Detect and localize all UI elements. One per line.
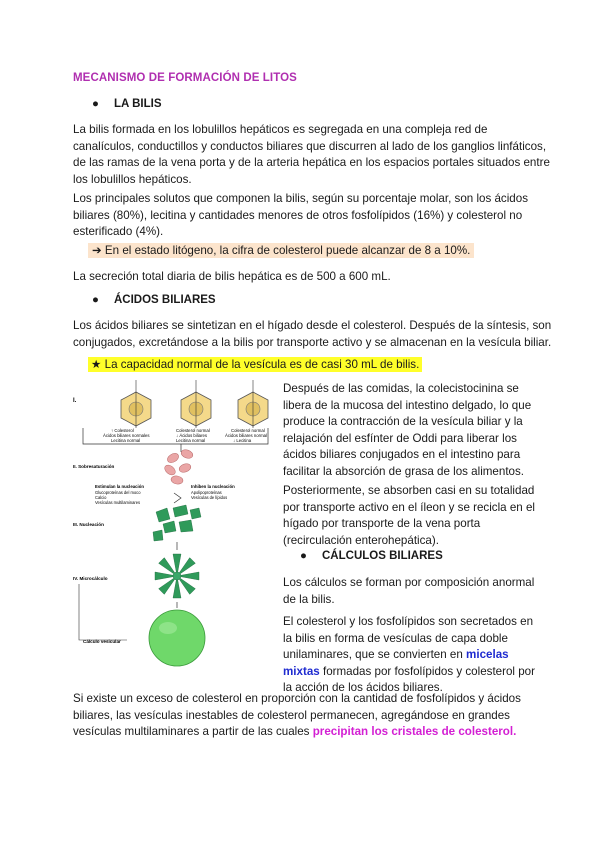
- heading-text: ÁCIDOS BILIARES: [114, 294, 216, 306]
- text-line: Los principales solutos que componen la bilis, según su porcentaje molar, son los ácidos: [73, 192, 528, 205]
- hex-label: ↓ Lecitina: [233, 438, 252, 443]
- hex-label: Ácidos biliares normales: [103, 433, 150, 438]
- text-line: relajación del esfínter de Oddi para liberar los: [283, 431, 517, 445]
- hex-label: Colesterol normal: [231, 428, 265, 433]
- text-line: Los ácidos biliares se sintetizan en el hígado desde el colesterol. Después de la síntesis, son: [73, 319, 552, 332]
- section-heading-acidos: [92, 294, 216, 306]
- arrow-icon: [174, 493, 181, 503]
- stage-2-label: II. Sobresaturación: [73, 464, 115, 469]
- text-line: produce la contracción de la vesícula biliar y la: [283, 415, 523, 428]
- paragraph-calculos-1: [283, 575, 553, 608]
- text-line: biliares (80%), lecitina y cantidades menores de otros fosfolípidos (16%) y colesterol no: [73, 208, 523, 222]
- hexagon-group: [121, 380, 268, 428]
- text-line: (recirculación enterohepática).: [283, 533, 439, 547]
- paragraph-acidos-1: [73, 318, 563, 351]
- hex-label: Ácidos biliares normal: [225, 433, 268, 438]
- text-line: El colesterol y los fosfolípidos son secretados en: [283, 615, 534, 628]
- text-line: Los cálculos se forman por composición anormal: [283, 576, 535, 589]
- paragraph-acidos-3: [283, 483, 553, 549]
- page-title: MECANISMO DE FORMACIÓN DE LITOS: [73, 72, 297, 84]
- text-line: [283, 647, 553, 664]
- bullet-icon: ●: [92, 294, 99, 306]
- hex-label: Colesterol normal: [176, 428, 210, 433]
- microlith-group: [155, 554, 199, 598]
- mixtas-highlight: mixtas: [283, 664, 320, 678]
- note-litogeno: [88, 243, 474, 257]
- nucleation-right-item: Vesículas de lípidos: [191, 495, 228, 500]
- text-line: Posteriormente, se absorben casi en su totalidad: [283, 484, 535, 497]
- gallstone-highlight: [159, 622, 177, 634]
- text-line: La secreción total diaria de bilis hepática es de 500 a 600 mL.: [73, 270, 391, 283]
- text-line: canalículos, conductillos y conductos biliares que discurren al lado de los ganglios linfáticos,: [73, 139, 547, 153]
- crystals-group: [153, 505, 201, 541]
- paragraph-bilis-2: [73, 191, 553, 241]
- nucleation-left-item: Glucoproteínas del moco: [95, 490, 141, 495]
- gallstone-formation-figure: [73, 380, 278, 670]
- crystals-highlight: precipitan los cristales de colesterol.: [312, 725, 517, 738]
- text-line: [283, 664, 553, 681]
- paragraph-final: [73, 691, 563, 741]
- text-line: Si existe un exceso de colesterol en proporción con la cantidad de fosfolípidos y ácidos: [73, 692, 521, 705]
- highlighted-note: ★ La capacidad normal de la vesícula es de casi 30 mL de bilis.: [88, 357, 422, 372]
- highlighted-note: ➔ En el estado litógeno, la cifra de colesterol puede alcanzar de 8 a 10%.: [88, 243, 474, 258]
- heading-text: LA BILIS: [114, 98, 162, 110]
- text-line: de las ramas de la vena porta y de la arteria hepática en los espacios portales situados entre: [73, 156, 550, 169]
- gallstone-shape: [149, 610, 205, 666]
- text-line: de la bilis.: [283, 592, 335, 606]
- figure-svg: [73, 380, 278, 670]
- hex-label: Lecitina normal: [176, 438, 206, 443]
- text-line: facilitar la absorción de grasa de los alimentos.: [283, 464, 525, 478]
- stage-5-label: Cálculo vesicular: [83, 639, 121, 644]
- paragraph-bilis-3: [73, 269, 391, 286]
- text-span: unilaminares, que se convierten en: [283, 648, 463, 661]
- bullet-icon: ●: [300, 550, 307, 562]
- text-line: ácidos biliares conjugados en el intestino para: [283, 448, 521, 461]
- nucleation-left-title: Estimulan la nucleación: [95, 484, 144, 489]
- paragraph-acidos-2: [283, 381, 553, 480]
- section-heading-bilis: [92, 98, 162, 110]
- text-line: la acción de los ácidos biliares.: [283, 681, 443, 694]
- stage-4-label: IV. Microcálculo: [73, 576, 108, 581]
- text-line: libera de la mucosa del intestino delgado, lo que: [283, 398, 532, 412]
- stage-1-label: I.: [73, 398, 77, 404]
- nucleation-right-item: Apolipoproteínas: [191, 490, 222, 495]
- text-line: biliares, las vesículas inestables de colesterol permanecen, agregándose en grandes: [73, 708, 510, 722]
- text-line: esterificado (4%).: [73, 225, 164, 238]
- micelas-highlight: micelas: [466, 648, 509, 661]
- text-line: los lobulillos hepáticos.: [73, 172, 192, 186]
- nucleation-right-title: Inhiben la nucleación: [191, 484, 235, 489]
- section-heading-calculos: [300, 550, 443, 562]
- nucleation-left-item: Calcio: [95, 495, 107, 500]
- hex-label: Lecitina normal: [111, 438, 141, 443]
- text-span: vesículas multilaminares a partir de las cuales: [73, 725, 310, 738]
- bracket-line: [79, 584, 127, 640]
- vesicles-group: [163, 448, 194, 485]
- paragraph-calculos-2: [283, 614, 553, 697]
- text-line: la bilis en forma de vesículas de capa doble: [283, 631, 508, 645]
- heading-text: CÁLCULOS BILIARES: [322, 550, 443, 562]
- stage-3-label: III. Nucleación: [73, 522, 104, 527]
- text-span: formadas por fosfolípidos y colesterol por: [322, 664, 535, 678]
- text-line: por transporte activo en el íleon y se recicla en el: [283, 500, 535, 514]
- paragraph-bilis-1: [73, 122, 553, 188]
- text-line: hígado por transporte de la vena porta: [283, 517, 481, 530]
- nucleation-left-item: Vesículas multilaminares: [95, 500, 141, 505]
- note-capacidad: [88, 357, 422, 371]
- hex-label: ↓ Ácidos biliares: [176, 433, 208, 438]
- text-line: La bilis formada en los lobulillos hepáticos es segregada en una compleja red de: [73, 123, 488, 136]
- text-line: conjugados, excretándose a la bilis por transporte activo y se almacenan en la vesícula biliar.: [73, 335, 552, 349]
- text-line: Después de las comidas, la colecistocinina se: [283, 382, 519, 395]
- bullet-icon: ●: [92, 98, 99, 110]
- text-line: [73, 724, 563, 741]
- hex-label: ↑ Colesterol: [111, 428, 134, 433]
